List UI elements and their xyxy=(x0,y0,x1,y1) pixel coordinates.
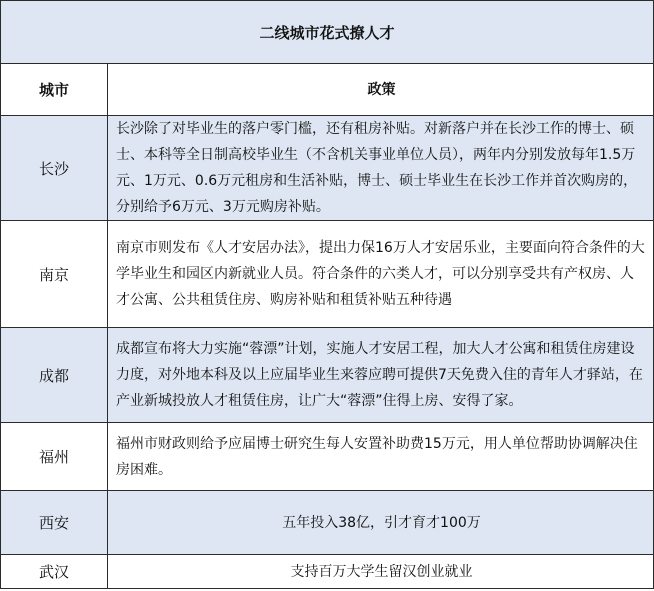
table-row xyxy=(1,220,653,327)
city-cell: 福州 xyxy=(1,423,108,490)
table-row xyxy=(1,490,653,554)
city-cell: 武汉 xyxy=(1,555,108,588)
city-cell: 南京 xyxy=(1,221,108,327)
policy-cell: 福州市财政则给予应届博士研究生每人安置补助费15万元，用人单位帮助协调解决住房困难。 xyxy=(116,435,638,478)
table-header-row xyxy=(1,63,653,115)
table-title: 二线城市花式撩人才 xyxy=(1,1,653,63)
table-row xyxy=(1,554,653,588)
policy-cell: 支持百万大学生留汉创业就业 xyxy=(290,563,473,580)
table-row xyxy=(1,327,653,422)
policy-cell: 五年投入38亿，引才育才100万 xyxy=(282,514,481,531)
city-cell: 成都 xyxy=(1,328,108,422)
table-row xyxy=(1,422,653,490)
table-row xyxy=(1,115,653,220)
city-cell: 西安 xyxy=(1,491,108,554)
policy-cell: 成都宣布将大力实施“蓉漂”计划，实施人才安居工程，加大人才公寓和租赁住房建设力度，对外地本科及以上应届毕业生来蓉应聘可提供7天免费入住的青年人才驿站，在产业新城投放人才租赁住房，让广大“蓉漂”住得上房、安得了家。 xyxy=(116,341,643,409)
header-policy: 政策 xyxy=(367,81,396,98)
policy-cell: 长沙除了对毕业生的落户零门槛，还有租房补贴。对新落户并在长沙工作的博士、硕士、本科等全日制高校毕业生（不含机关事业单位人员），两年内分别发放每年1.5万元、1万元、0.6万元租房和生活补贴，博士、硕士毕业生在长沙工作并首次购房的，分别给予6万元、3万元购房补贴。 xyxy=(116,121,638,215)
city-cell: 长沙 xyxy=(1,116,108,220)
policy-cell: 南京市则发布《人才安居办法》，提出力保16万人才安居乐业，主要面向符合条件的大学毕业生和园区内新就业人员。符合条件的六类人才，可以分别享受共有产权房、人才公寓、公共租赁住房、购房补贴和租赁补贴五种待遇 xyxy=(116,240,645,308)
header-city: 城市 xyxy=(1,64,108,115)
